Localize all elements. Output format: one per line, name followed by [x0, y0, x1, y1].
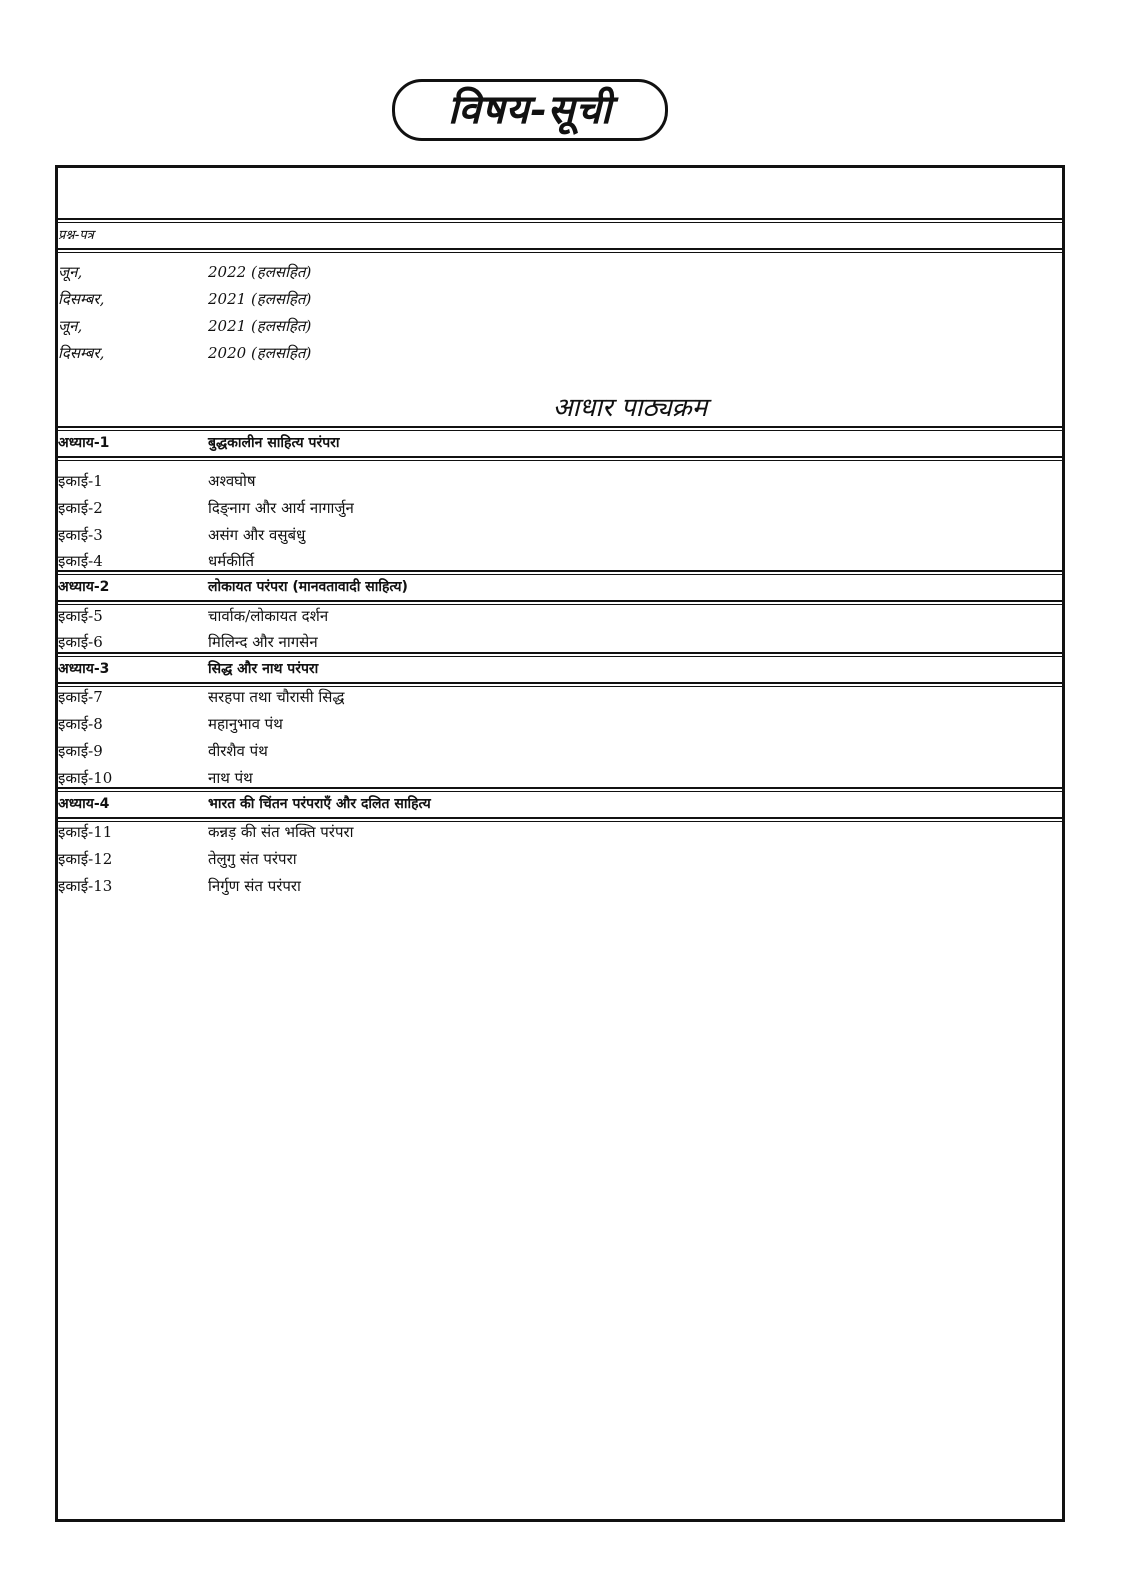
- unit-row[interactable]: [58, 495, 1062, 521]
- unit-title: दिङ्नाग और आर्य नागार्जुन: [208, 499, 354, 517]
- paper-year: 2021 (हलसहित): [208, 290, 312, 308]
- question-paper-row[interactable]: [58, 286, 1062, 312]
- unit-title: सरहपा तथा चौरासी सिद्ध: [208, 688, 345, 706]
- chapter-title: बुद्धकालीन साहित्य परंपरा: [208, 435, 340, 451]
- unit-title: कन्नड़ की संत भक्ति परंपरा: [208, 823, 354, 841]
- unit-label: इकाई-13: [58, 877, 113, 895]
- unit-title: चार्वाक/लोकायत दर्शन: [208, 607, 329, 625]
- unit-row[interactable]: [58, 738, 1062, 764]
- unit-title: असंग और वसुबंधु: [208, 526, 306, 544]
- paper-month: जून,: [58, 263, 83, 281]
- divider: [58, 600, 1062, 602]
- unit-title: मिलिन्द और नागसेन: [208, 633, 318, 651]
- chapter-label: अध्याय-1: [58, 435, 110, 451]
- toc-title: विषय-सूची: [447, 86, 613, 133]
- paper-month: दिसम्बर,: [58, 344, 105, 362]
- unit-label: इकाई-1: [58, 472, 103, 490]
- unit-row[interactable]: [58, 603, 1062, 629]
- paper-year: 2022 (हलसहित): [208, 263, 312, 281]
- unit-title: नाथ पंथ: [208, 769, 253, 787]
- chapter-title: भारत की चिंतन परंपराएँ और दलित साहित्य: [208, 796, 431, 812]
- toc-frame: [55, 165, 1065, 1522]
- question-paper-label: प्रश्न-पत्र: [58, 228, 94, 243]
- unit-label: इकाई-5: [58, 607, 103, 625]
- unit-title: धर्मकीर्ति: [208, 552, 255, 570]
- chapter-row[interactable]: [58, 430, 1062, 456]
- chapter-title: लोकायत परंपरा (मानवतावादी साहित्य): [208, 579, 408, 595]
- divider: [58, 787, 1062, 789]
- question-paper-row[interactable]: [58, 313, 1062, 339]
- section-title: आधार पाठ्यक्रम: [552, 393, 708, 423]
- unit-label: इकाई-3: [58, 526, 103, 544]
- unit-row[interactable]: [58, 684, 1062, 710]
- unit-row[interactable]: [58, 522, 1062, 548]
- chapter-row[interactable]: [58, 656, 1062, 682]
- unit-title: निर्गुण संत परंपरा: [208, 877, 301, 895]
- unit-title: तेलुगु संत परंपरा: [208, 850, 297, 868]
- unit-row[interactable]: [58, 711, 1062, 737]
- chapter-label: अध्याय-2: [58, 579, 110, 595]
- unit-label: इकाई-7: [58, 688, 103, 706]
- divider: [58, 218, 1062, 220]
- unit-title: महानुभाव पंथ: [208, 715, 283, 733]
- divider: [58, 456, 1062, 458]
- unit-label: इकाई-10: [58, 769, 113, 787]
- question-paper-row[interactable]: [58, 340, 1062, 366]
- unit-label: इकाई-6: [58, 633, 103, 651]
- unit-title: वीरशैव पंथ: [208, 742, 268, 760]
- divider: [58, 248, 1062, 250]
- question-paper-header: [58, 223, 1062, 249]
- paper-year: 2020 (हलसहित): [208, 344, 312, 362]
- chapter-label: अध्याय-4: [58, 796, 110, 812]
- divider: [58, 652, 1062, 654]
- unit-label: इकाई-9: [58, 742, 103, 760]
- unit-row[interactable]: [58, 873, 1062, 899]
- paper-year: 2021 (हलसहित): [208, 317, 312, 335]
- toc-title-box: [392, 79, 668, 141]
- chapter-row[interactable]: [58, 791, 1062, 817]
- unit-row[interactable]: [58, 846, 1062, 872]
- unit-label: इकाई-8: [58, 715, 103, 733]
- unit-row[interactable]: [58, 468, 1062, 494]
- unit-label: इकाई-4: [58, 552, 103, 570]
- unit-label: इकाई-11: [58, 823, 113, 841]
- unit-label: इकाई-12: [58, 850, 113, 868]
- divider: [58, 426, 1062, 428]
- chapter-row[interactable]: [58, 574, 1062, 600]
- divider: [58, 570, 1062, 572]
- unit-row[interactable]: [58, 819, 1062, 845]
- question-paper-row[interactable]: [58, 259, 1062, 285]
- unit-label: इकाई-2: [58, 499, 103, 517]
- chapter-title: सिद्ध और नाथ परंपरा: [208, 661, 319, 677]
- unit-title: अश्वघोष: [208, 472, 256, 490]
- paper-month: दिसम्बर,: [58, 290, 105, 308]
- paper-month: जून,: [58, 317, 83, 335]
- chapter-label: अध्याय-3: [58, 661, 110, 677]
